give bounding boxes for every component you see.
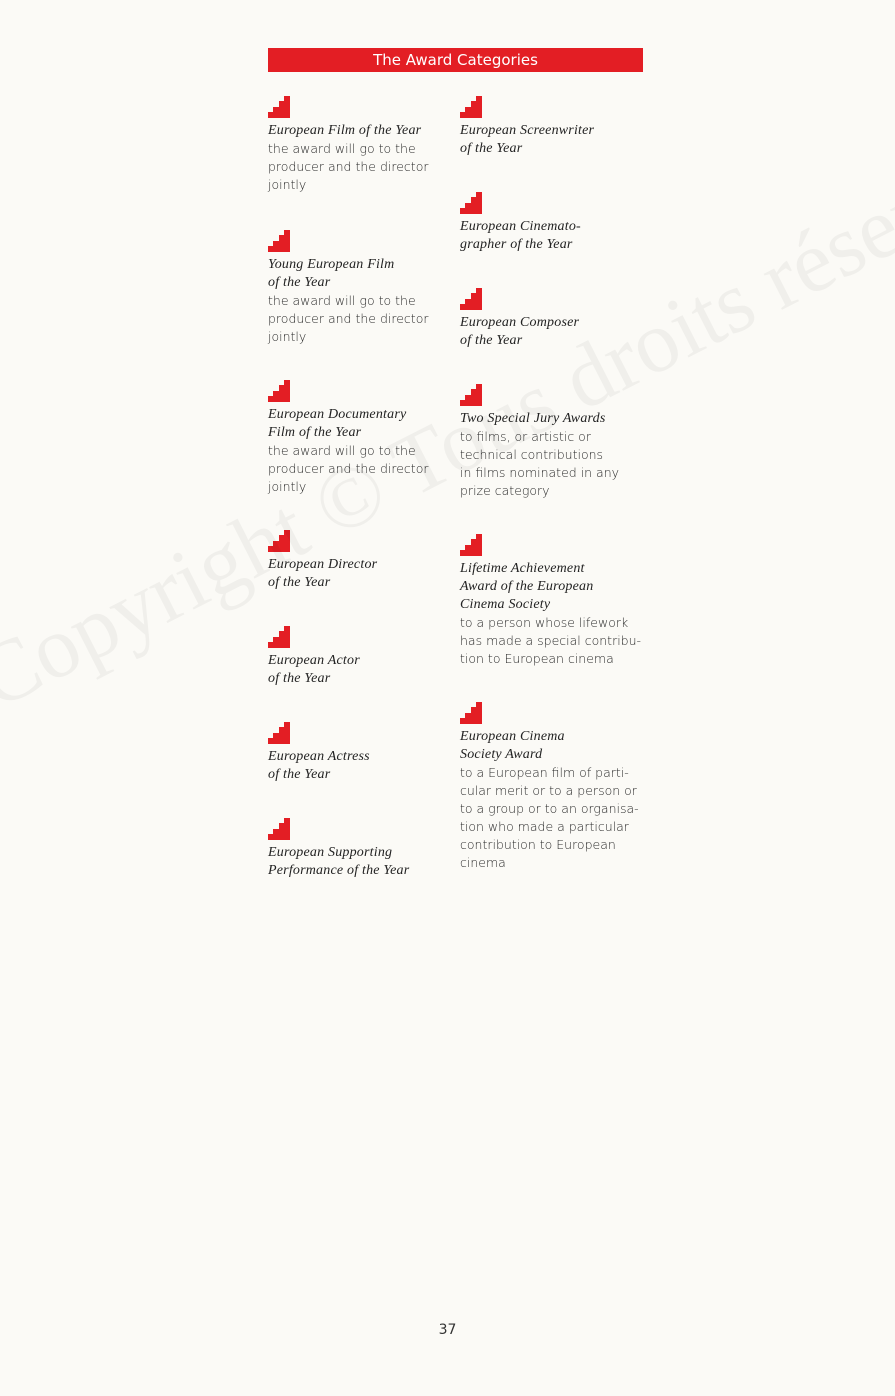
red-steps-icon [460,192,482,214]
award-category-cinematographer [460,192,650,254]
category-title: European Cinemato- grapher of the Year [460,219,581,252]
award-category-actress [268,722,458,784]
award-category-cinema-society [460,702,650,872]
red-steps-icon [268,230,290,252]
category-description: the award will go to the producer and the director jointly [268,443,429,494]
category-description: to a European film of parti- cular merit or to a person or to a group or to an organisa- tion who made a particular contribution to European cinema [460,765,639,870]
category-title: European Composer of the Year [460,315,580,348]
section-header: The Award Categories [268,48,643,72]
category-title: European Documentary Film of the Year [268,407,407,440]
red-steps-icon [268,530,290,552]
award-category-lifetime-achievement [460,534,650,668]
category-title: European Supporting Performance of the Year [268,845,410,878]
page-number: 37 [438,1322,457,1338]
category-title: European Actress of the Year [268,749,370,782]
red-steps-icon [460,702,482,724]
award-category-documentary [268,380,458,496]
award-category-european-film [268,96,458,194]
award-category-special-jury [460,384,650,500]
red-steps-icon [460,96,482,118]
category-description: the award will go to the producer and the director jointly [268,141,429,192]
award-category-composer [460,288,650,350]
category-title: European Cinema Society Award [460,729,565,762]
category-title: Young European Film of the Year [268,257,395,290]
category-title: European Actor of the Year [268,653,360,686]
category-title: Two Special Jury Awards [460,411,606,426]
award-category-young-european-film [268,230,458,346]
category-description: to a person whose lifework has made a special contribu- tion to European cinema [460,615,642,666]
category-title: European Film of the Year [268,123,422,138]
category-title: European Director of the Year [268,557,378,590]
red-steps-icon [268,380,290,402]
red-steps-icon [460,288,482,310]
red-steps-icon [268,818,290,840]
category-description: the award will go to the producer and the director jointly [268,293,429,344]
red-steps-icon [268,626,290,648]
award-category-director [268,530,458,592]
award-category-actor [268,626,458,688]
category-description: to films, or artistic or technical contributions in films nominated in any prize category [460,429,620,498]
red-steps-icon [268,96,290,118]
category-title: Lifetime Achievement Award of the European Cinema Society [460,561,594,612]
red-steps-icon [460,534,482,556]
red-steps-icon [460,384,482,406]
award-category-supporting [268,818,458,880]
award-category-screenwriter [460,96,650,158]
red-steps-icon [268,722,290,744]
category-title: European Screenwriter of the Year [460,123,595,156]
